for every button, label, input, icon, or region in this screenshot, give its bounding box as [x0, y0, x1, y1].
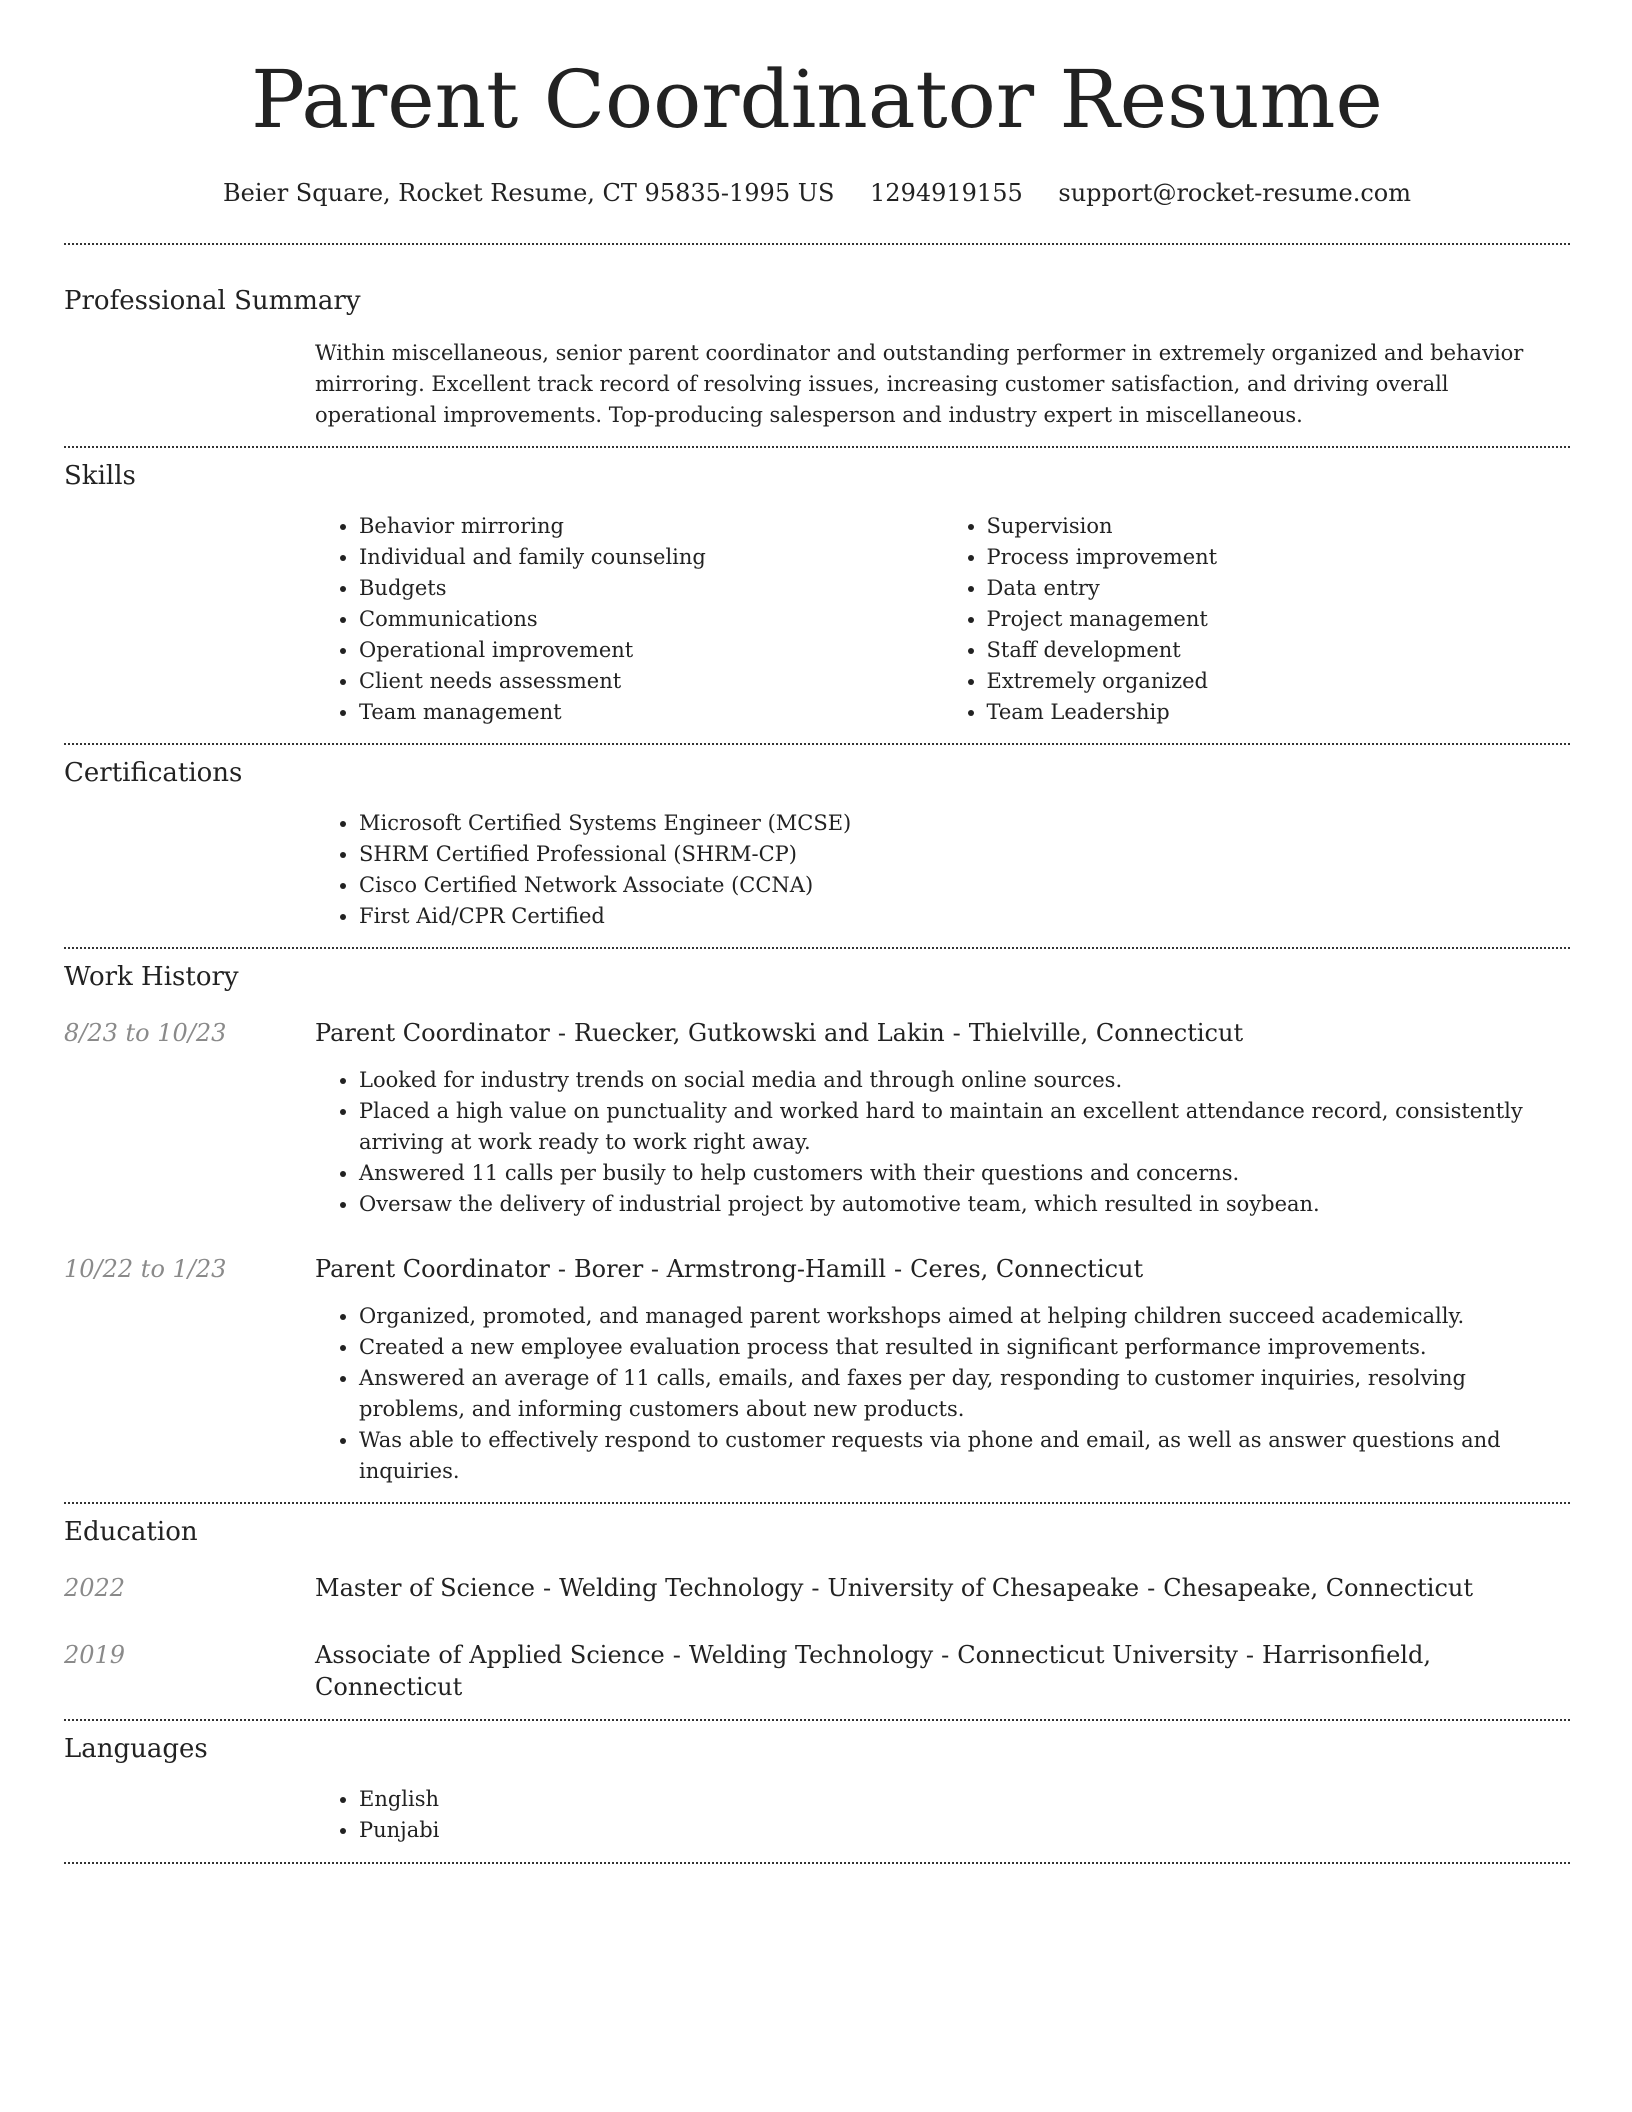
education-degree: Master of Science — [315, 1574, 535, 1602]
section-heading-summary: Professional Summary — [64, 286, 361, 316]
skill-item: • Behavior mirroring — [359, 511, 943, 542]
job-title: Parent Coordinator — [315, 1255, 550, 1283]
section-heading-certifications: Certifications — [64, 758, 243, 788]
education-location: Harrisonfield, Connecticut — [315, 1641, 1431, 1701]
job-bullets — [315, 1301, 1570, 1487]
certifications-list — [315, 808, 1570, 932]
job-bullet: • Created a new employee evaluation process that resulted in significant performance improvements. — [359, 1332, 1570, 1363]
section-heading-languages: Languages — [64, 1734, 208, 1764]
resume-title: Parent Coordinator Resume — [251, 53, 1383, 146]
skill-item: • Team management — [359, 697, 943, 728]
section-heading-work-history: Work History — [64, 962, 239, 992]
job-dates: 8/23 to 10/23 — [64, 1019, 227, 1047]
work-history-section — [64, 949, 1570, 1502]
skill-item: • Individual and family counseling — [359, 542, 943, 573]
skills-list-left — [315, 511, 943, 728]
job-header: Parent Coordinator - Ruecker, Gutkowski and Lakin - Thielville, Connecticut — [315, 1019, 1244, 1047]
skill-item: • Project management — [987, 604, 1571, 635]
job-entry — [64, 1253, 1570, 1502]
section-divider — [64, 1862, 1570, 1864]
education-entry — [64, 1572, 1570, 1604]
skill-item: • Budgets — [359, 573, 943, 604]
skill-item: • Operational improvement — [359, 635, 943, 666]
job-company: Ruecker, Gutkowski and Lakin — [574, 1019, 945, 1047]
education-school: Connecticut University — [957, 1641, 1238, 1669]
resume-page — [64, 0, 1570, 1864]
skill-item: • Extremely organized — [987, 666, 1571, 697]
section-heading-education: Education — [64, 1517, 198, 1547]
education-entry — [64, 1639, 1570, 1719]
job-company: Borer - Armstrong-Hamill — [574, 1255, 886, 1283]
education-header: Associate of Applied Science - Welding Technology - Connecticut University - Harrisonfield, Connecticut — [315, 1641, 1431, 1701]
job-bullet: • Answered 11 calls per busily to help customers with their questions and concerns. — [359, 1158, 1570, 1189]
education-field: Welding Technology — [559, 1574, 804, 1602]
languages-list — [315, 1784, 1570, 1846]
certification-item: • Microsoft Certified Systems Engineer (MCSE) — [359, 808, 1570, 839]
job-entry — [64, 1017, 1570, 1220]
education-field: Welding Technology — [688, 1641, 934, 1669]
phone-text: 1294919155 — [870, 179, 1023, 207]
education-degree: Associate of Applied Science — [315, 1641, 665, 1669]
section-heading-skills: Skills — [64, 461, 136, 491]
language-item: • English — [359, 1784, 1570, 1815]
skill-item: • Supervision — [987, 511, 1571, 542]
education-location: Chesapeake, Connecticut — [1163, 1574, 1474, 1602]
job-header: Parent Coordinator - Borer - Armstrong-Hamill - Ceres, Connecticut — [315, 1255, 1144, 1283]
job-bullet: • Looked for industry trends on social media and through online sources. — [359, 1065, 1570, 1096]
skill-item: • Data entry — [987, 573, 1571, 604]
certifications-section — [64, 745, 1570, 947]
job-bullet: • Was able to effectively respond to customer requests via phone and email, as well as answer questions and inquiries. — [359, 1425, 1570, 1487]
job-location: Thielville, Connecticut — [968, 1019, 1244, 1047]
languages-section — [64, 1721, 1570, 1862]
job-title: Parent Coordinator — [315, 1019, 550, 1047]
job-bullet: • Placed a high value on punctuality and worked hard to maintain an excellent attendance record, consistently arriving at work ready to work right away. — [359, 1096, 1570, 1158]
job-bullet: • Oversaw the delivery of industrial project by automotive team, which resulted in soybean. — [359, 1189, 1570, 1220]
summary-section — [64, 245, 1570, 446]
job-location: Ceres, Connecticut — [910, 1255, 1144, 1283]
job-bullet: • Organized, promoted, and managed parent workshops aimed at helping children succeed academically. — [359, 1301, 1570, 1332]
job-bullet: • Answered an average of 11 calls, emails, and faxes per day, responding to customer inquiries, resolving problems, and informing customers about new products. — [359, 1363, 1570, 1425]
job-bullets — [315, 1065, 1570, 1220]
skill-item: • Communications — [359, 604, 943, 635]
skill-item: • Client needs assessment — [359, 666, 943, 697]
certification-item: • Cisco Certified Network Associate (CCNA) — [359, 870, 1570, 901]
address-text: Beier Square, Rocket Resume, CT 95835-1995 US — [222, 179, 835, 207]
skills-list-right — [943, 511, 1571, 728]
certification-item: • First Aid/CPR Certified — [359, 901, 1570, 932]
education-year: 2022 — [64, 1574, 126, 1602]
skill-item: • Staff development — [987, 635, 1571, 666]
skill-item: • Team Leadership — [987, 697, 1571, 728]
education-section — [64, 1504, 1570, 1719]
education-header: Master of Science - Welding Technology - University of Chesapeake - Chesapeake, Connecticut — [315, 1574, 1474, 1602]
skills-section — [64, 448, 1570, 743]
email-link[interactable]: support@rocket-resume.com — [1058, 179, 1411, 207]
contact-line — [64, 177, 1570, 209]
education-year: 2019 — [64, 1641, 126, 1669]
job-dates: 10/22 to 1/23 — [64, 1255, 227, 1283]
certification-item: • SHRM Certified Professional (SHRM-CP) — [359, 839, 1570, 870]
skill-item: • Process improvement — [987, 542, 1571, 573]
summary-text: Within miscellaneous, senior parent coordinator and outstanding performer in extremely organized and behavior mirroring. Excellent track record of resolving issues, increasing customer satisfaction, and driving overall operational improvements. Top-producing salesperson and industry expert in miscellaneous. — [315, 341, 1524, 427]
education-school: University of Chesapeake — [827, 1574, 1140, 1602]
language-item: • Punjabi — [359, 1815, 1570, 1846]
